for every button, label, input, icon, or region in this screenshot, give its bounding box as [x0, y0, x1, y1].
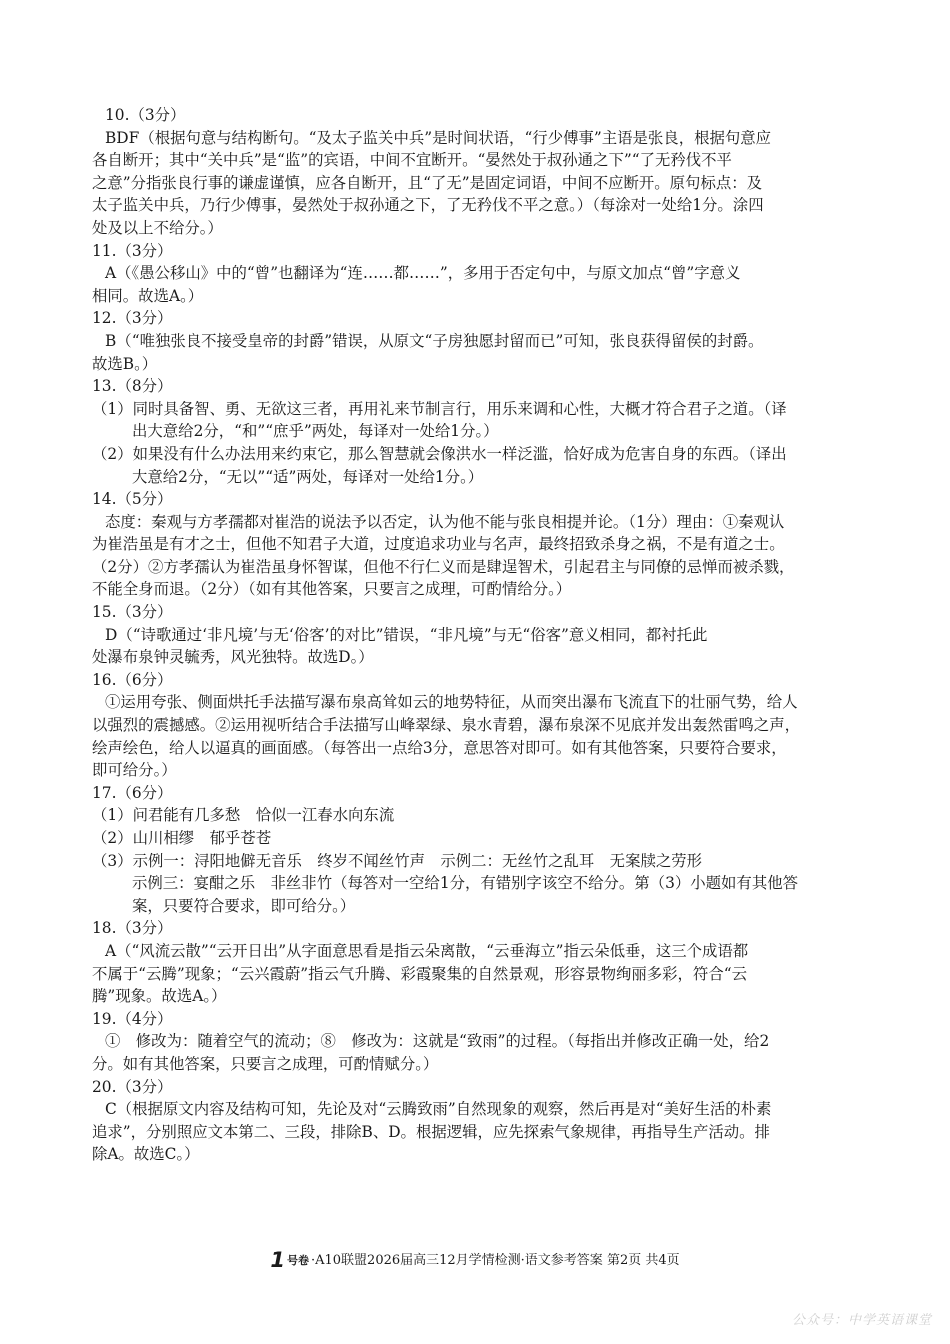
question-heading: 15.（3分）	[92, 603, 173, 622]
answer-line: C（根据原文内容及结构可知，先论及对“云腾致雨”自然现象的观察，然后再是对“美好生活的朴素	[105, 1100, 772, 1119]
question-heading: 12.（3分）	[92, 309, 173, 328]
answer-line: 太子监关中兵，乃行少傅事，晏然处于叔孙通之下，了无矜伐不平之意。）（每涂对一处给1分。涂四	[92, 196, 764, 215]
question-heading: 13.（8分）	[92, 377, 173, 396]
answer-line: 故选B。）	[92, 354, 158, 373]
question-heading: 14.（5分）	[92, 490, 173, 509]
answer-line: ①运用夸张、侧面烘托手法描写瀑布泉高耸如云的地势特征，从而突出瀑布飞流直下的壮丽气势，给人	[105, 693, 798, 712]
answer-line: ① 修改为：随着空气的流动；⑧ 修改为：这就是“致雨”的过程。（每指出并修改正确一处，给2	[105, 1032, 770, 1051]
footer-text: ·A10联盟2026届高三12月学情检测·语文参考答案 第2页 共4页	[310, 1253, 680, 1268]
question-heading: 11.（3分）	[92, 241, 173, 260]
answer-line: 不能全身而退。（2分）（如有其他答案，只要言之成理，可酌情给分。）	[92, 580, 572, 599]
answer-line: 示例三：宴酣之乐 非丝非竹（每答对一空给1分，有错别字该空不给分。第（3）小题如有其他答	[132, 874, 798, 893]
answer-line: （1）同时具备智、勇、无欲这三者，再用礼来节制言行，用乐来调和心性，大概才符合君子之道。（译	[92, 399, 787, 418]
answer-line: 追求”，分别照应文本第二、三段，排除B、D。根据逻辑，应先探索气象规律，再指导生产活动。排	[92, 1122, 770, 1141]
question-heading: 19.（4分）	[92, 1009, 173, 1028]
brand-logo-text: 号卷	[286, 1254, 309, 1267]
answer-line: 各自断开；其中“关中兵”是“监”的宾语，中间不宜断开。“晏然处于叔孙通之下”“了无矜伐不平	[92, 151, 732, 170]
answer-line: 分。如有其他答案，只要言之成理，可酌情赋分。）	[92, 1054, 439, 1073]
answer-line: 大意给2分，“无以”“适”两处，每译对一处给1分。）	[132, 467, 484, 486]
answer-line: （2分）②方孝孺认为崔浩虽身怀智谋，但他不行仁义而是肆逞智术，引起君主与同僚的忌惮而被杀戮，	[92, 557, 795, 576]
question-heading: 20.（3分）	[92, 1077, 173, 1096]
answer-line: 处及以上不给分。）	[92, 218, 223, 237]
answer-line: 相同。故选A。）	[92, 286, 204, 305]
question-heading: 10.（3分）	[105, 106, 186, 124]
answer-line: B（“唯独张良不接受皇帝的封爵”错误，从原文“子房独愿封留而已”可知，张良获得留侯的封爵。	[105, 331, 764, 350]
answer-line: （3）示例一：浔阳地僻无音乐 终岁不闻丝竹声 示例二：无丝竹之乱耳 无案牍之劳形	[92, 851, 703, 870]
answer-line: BDF（根据句意与结构断句。“及太子监关中兵”是时间状语，“行少傅事”主语是张良，根据句意应	[105, 128, 772, 147]
answer-line: 绘声绘色，给人以逼真的画面感。（每答出一点给3分，意思答对即可。如有其他答案，只要符合要求，	[92, 738, 787, 757]
answer-line: 不属于“云腾”现象；“云兴霞蔚”指云气升腾、彩霞聚集的自然景观，形容景物绚丽多彩，符合“云	[92, 964, 747, 983]
answer-line: 态度：秦观与方孝孺都对崔浩的说法予以否定，认为他不能与张良相提并论。（1分）理由：①秦观认	[105, 512, 785, 531]
answer-line: 案，只要符合要求，即可给分。）	[132, 896, 356, 915]
answer-line: （2）山川相缪 郁乎苍苍	[92, 829, 272, 847]
question-heading: 18.（3分）	[92, 919, 173, 938]
watermark: 公众号：中学英语课堂	[791, 1313, 932, 1328]
answer-document	[92, 104, 862, 1166]
question-heading: 16.（6分）	[92, 670, 173, 689]
answer-line: 腾”现象。故选A。）	[92, 987, 227, 1006]
page-footer	[0, 1250, 950, 1271]
question-heading: 17.（6分）	[92, 783, 173, 802]
answer-line: 除A。故选C。）	[92, 1145, 200, 1164]
answer-line: A（《愚公移山》中的“曾”也翻译为“连……都……”，多用于否定句中，与原文加点“曾”字意义	[105, 264, 741, 283]
answer-line: 之意”分指张良行事的谦虚谨慎，应各自断开，且“了无”是固定词语，中间不应断开。原句标点：及	[92, 173, 763, 192]
brand-logo: 1	[270, 1248, 285, 1272]
answer-line: 即可给分。）	[92, 761, 177, 780]
answer-line: 出大意给2分，“和”“庶乎”两处，每译对一处给1分。）	[132, 422, 499, 441]
answer-line: （1）问君能有几多愁 恰似一江春水向东流	[92, 806, 395, 825]
answer-line: （2）如果没有什么办法用来约束它，那么智慧就会像洪水一样泛滥，恰好成为危害自身的东西。（译出	[92, 444, 787, 463]
answer-line: D（“诗歌通过‘非凡境’与无‘俗客’的对比”错误，“非凡境”与无“俗客”意义相同，都衬托此	[105, 625, 708, 644]
answer-line: 为崔浩虽是有才之士，但他不知君子大道，过度追求功业与名声，最终招致杀身之祸，不是有道之士。	[92, 535, 785, 554]
answer-line: 以强烈的震撼感。②运用视听结合手法描写山峰翠绿、泉水青碧，瀑布泉深不见底并发出轰然雷鸣之声，	[92, 716, 800, 735]
answer-line: 处瀑布泉钟灵毓秀，风光独特。故选D。）	[92, 648, 374, 667]
answer-line: A（“风流云散”“云开日出”从字面意思看是指云朵离散，“云垂海立”指云朵低垂，这三个成语都	[105, 941, 749, 960]
